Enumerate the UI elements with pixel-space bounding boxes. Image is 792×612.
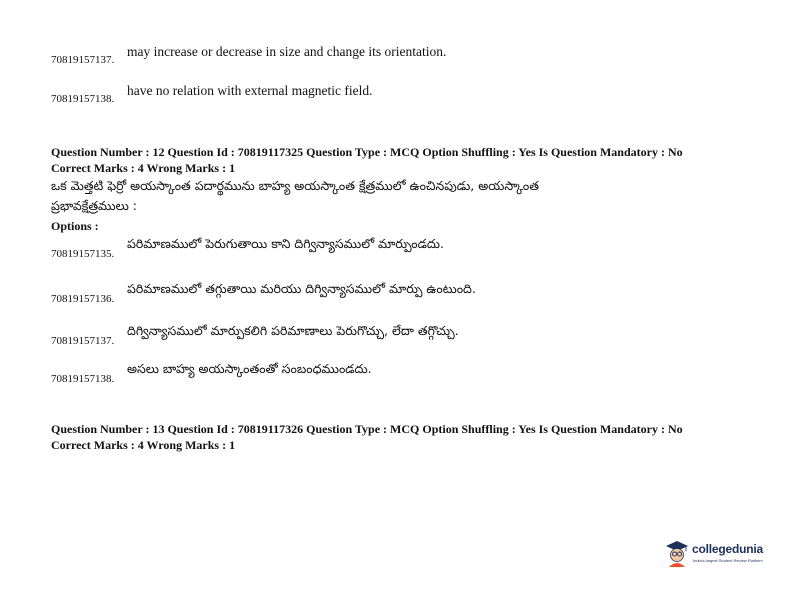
option-id: 70819157136. [51,293,115,305]
question-text-line2: ప్రభావక్షేత్రములు : [51,198,137,213]
logo-tagline: India's largest Student Review Platform [693,558,763,563]
option-text: దిగ్విన్యాసములో మార్పుకలిగి పరిమాణాలు పెరుగొచ్చు, లేదా తగ్గొచ్చు. [127,323,459,338]
question-header: Question Number : 13 Question Id : 70819117326 Question Type : MCQ Option Shuffling : Yes Is Question Mandatory : No [51,422,683,436]
option-text: పరిమాణములో పెరుగుతాయి కాని దిగ్విన్యాసములో మార్పుండదు. [127,236,444,251]
option-id: 70819157138. [51,373,115,385]
option-id: 70819157135. [51,248,115,260]
option-id: 70819157137. [51,335,115,347]
question-text-line1: ఒక మెత్తటి ఫెర్రో అయస్కాంత పదార్థమును బాహ్య అయస్కాంత క్షేత్రములో ఉంచినపుడు, అయస్కాంత [51,178,539,193]
option-text: అసలు బాహ్య అయస్కాంతంతో సంబంధముండదు. [127,361,372,376]
option-text: పరిమాణములో తగ్గుతాయి మరియు దిగ్విన్యాసములో మార్పు ఉంటుంది. [127,281,476,296]
options-label: Options : [51,219,99,233]
option-text: may increase or decrease in size and change its orientation. [127,44,447,59]
logo-name: collegedunia [692,542,763,556]
option-id: 70819157138. [51,93,115,105]
marks-line: Correct Marks : 4 Wrong Marks : 1 [51,161,236,175]
graduate-mascot-icon [664,540,690,568]
option-id: 70819157137. [51,54,115,66]
collegedunia-logo [664,540,769,572]
marks-line: Correct Marks : 4 Wrong Marks : 1 [51,438,236,452]
question-header: Question Number : 12 Question Id : 70819117325 Question Type : MCQ Option Shuffling : Yes Is Question Mandatory : No [51,145,683,159]
option-text: have no relation with external magnetic field. [127,83,373,98]
